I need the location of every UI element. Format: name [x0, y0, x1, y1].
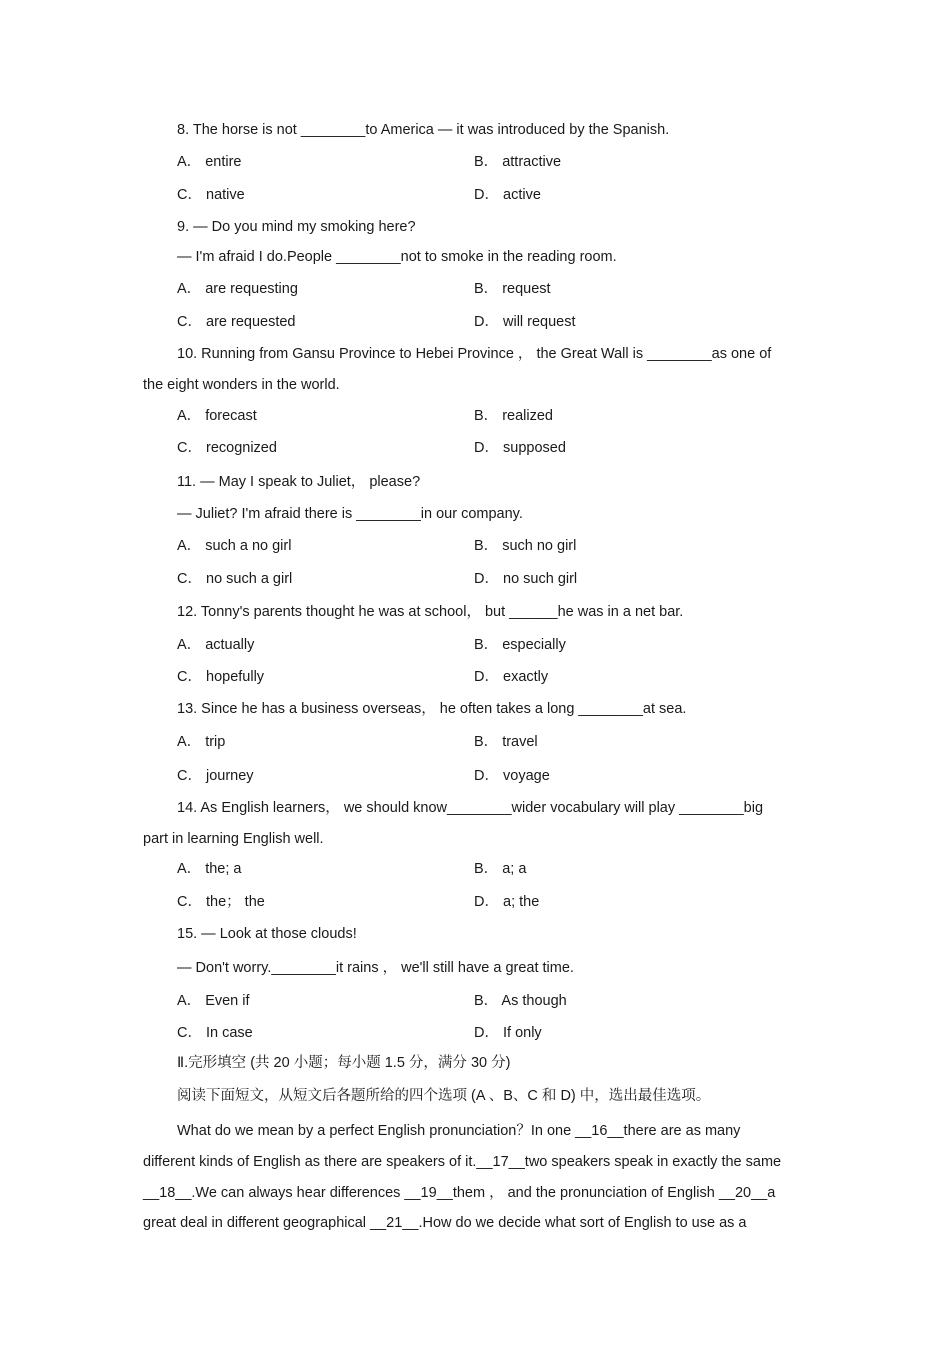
q13-option-c: C． journey [177, 768, 254, 784]
q13-option-b: B． travel [474, 734, 538, 750]
q9-option-a: A． are requesting [177, 281, 298, 297]
q8-stem: 8. The horse is not ________to America — it was introduced by the Spanish. [177, 122, 670, 138]
q13-stem: 13. Since he has a business overseas， he often takes a long ________at sea. [177, 701, 687, 717]
q15-option-a: A． Even if [177, 993, 250, 1009]
section2-heading: Ⅱ.完形填空 (共 20 小题；每小题 1.5 分，满分 30 分) [177, 1055, 511, 1071]
q15-option-d: D． If only [474, 1025, 542, 1041]
q8-option-d: D． active [474, 187, 541, 203]
q11-option-b: B． such no girl [474, 538, 577, 554]
q11-reply: — Juliet? I'm afraid there is ________in our company. [177, 506, 523, 522]
q10-option-d: D． supposed [474, 440, 566, 456]
passage-line-1: What do we mean by a perfect English pronunciation？In one __16__there are as many [177, 1123, 741, 1139]
q14-option-c: C． the； the [177, 894, 265, 910]
q8-option-c: C． native [177, 187, 245, 203]
q15-reply: — Don't worry.________it rains ， we'll still have a great time. [177, 960, 574, 976]
passage-line-3: __18__.We can always hear differences __19__them ， and the pronunciation of English __20__a [143, 1185, 776, 1201]
q8-option-b: B． attractive [474, 154, 562, 170]
passage-line-2: different kinds of English as there are speakers of it.__17__two speakers speak in exactly the same [143, 1154, 782, 1170]
q11-option-c: C． no such a girl [177, 571, 293, 587]
q9-option-c: C． are requested [177, 314, 296, 330]
q12-option-d: D． exactly [474, 669, 549, 685]
q12-option-a: A． actually [177, 637, 255, 653]
q12-option-c: C． hopefully [177, 669, 265, 685]
q8-option-a: A． entire [177, 154, 242, 170]
q9-option-b: B． request [474, 281, 551, 297]
q15-option-b: B． As though [474, 993, 567, 1009]
q10-option-a: A． forecast [177, 408, 257, 424]
q15-stem: 15. — Look at those clouds! [177, 926, 357, 942]
q11-option-d: D． no such girl [474, 571, 578, 587]
q14-option-a: A． the; a [177, 861, 242, 877]
q9-option-d: D． will request [474, 314, 576, 330]
q10-option-c: C． recognized [177, 440, 277, 456]
q11-option-a: A． such a no girl [177, 538, 292, 554]
q14-stem: 14. As English learners， we should know________wider vocabulary will play ________big [177, 800, 764, 816]
section2-instruction: 阅读下面短文，从短文后各题所给的四个选项 (A 、B、C 和 D) 中，选出最佳选项。 [177, 1088, 711, 1104]
q9-stem: 9. — Do you mind my smoking here? [177, 219, 416, 235]
q9-reply: — I'm afraid I do.People ________not to smoke in the reading room. [177, 249, 617, 265]
q14-option-b: B． a; a [474, 861, 527, 877]
q11-stem: 11. — May I speak to Juliet， please? [177, 474, 421, 490]
passage-line-4: great deal in different geographical __21__.How do we decide what sort of English to use as a [143, 1215, 747, 1231]
q10-stem-cont: the eight wonders in the world. [143, 377, 340, 393]
q10-option-b: B． realized [474, 408, 553, 424]
q10-stem: 10. Running from Gansu Province to Hebei Province ， the Great Wall is ________as one of [177, 346, 772, 362]
q13-option-a: A． trip [177, 734, 226, 750]
q14-option-d: D． a; the [474, 894, 540, 910]
q12-stem: 12. Tonny's parents thought he was at school， but ______he was in a net bar. [177, 604, 684, 620]
q12-option-b: B． especially [474, 637, 566, 653]
q13-option-d: D． voyage [474, 768, 550, 784]
q15-option-c: C． In case [177, 1025, 253, 1041]
q14-stem-cont: part in learning English well. [143, 831, 324, 847]
